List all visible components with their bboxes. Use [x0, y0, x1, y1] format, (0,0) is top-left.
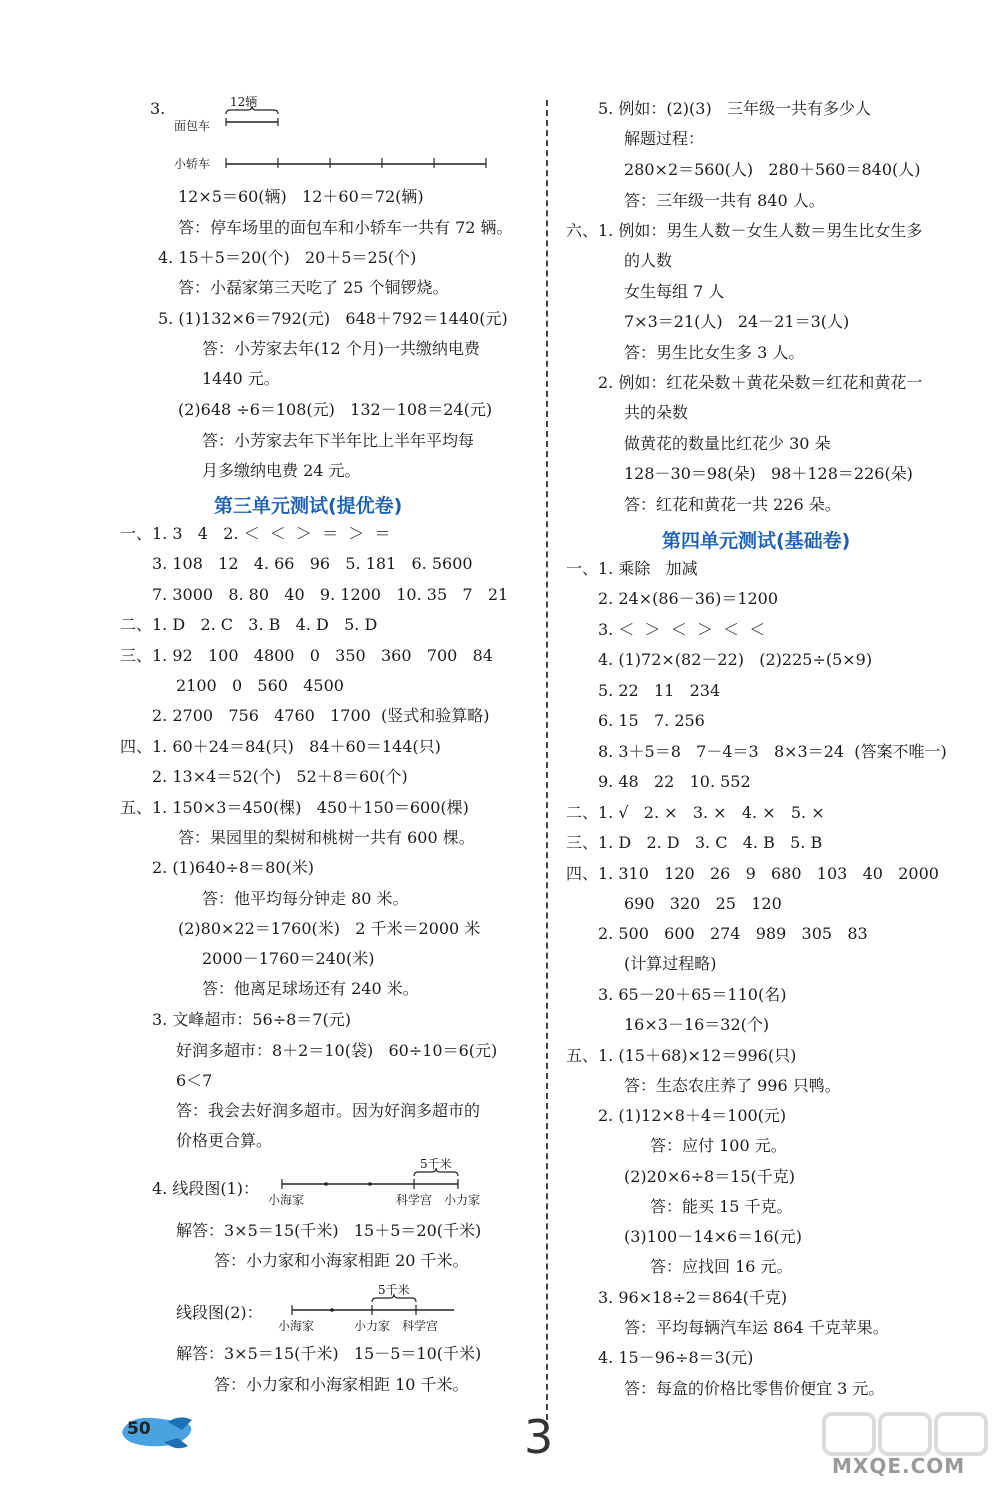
answer-line: 答：我会去好润多超市。因为好润多超市的	[176, 1101, 481, 1120]
answer-line: 4. 15＋5＝20(个) 20＋5＝25(个)	[158, 248, 417, 267]
answer-line: 月多缴纳电费 24 元。	[202, 461, 361, 480]
answer-line: 4. 线段图(1)：	[152, 1179, 260, 1198]
answer-line: 答：小磊家第三天吃了 25 个铜锣烧。	[178, 278, 449, 297]
answer-line: 女生每组 7 人	[624, 282, 725, 301]
answer-line: 3. 108 12 4. 66 96 5. 181 6. 5600	[152, 554, 473, 573]
answer-line: 4. 15－96÷8＝3(元)	[598, 1348, 754, 1367]
answer-line: 2. (1)12×8＋4＝100(元)	[598, 1106, 787, 1125]
segment-diagram-1	[268, 1154, 498, 1210]
answer-line: (3)100－14×6＝16(元)	[624, 1227, 802, 1246]
fig1-row2-label: 小轿车	[174, 157, 211, 171]
segment-diagram-2	[278, 1280, 478, 1336]
answer-line: 答：小芳家去年(12 个月)一共缴纳电费	[202, 339, 480, 358]
answer-line: 解题过程：	[624, 129, 705, 148]
bar-diagram-cars	[172, 92, 492, 180]
answer-line: 7×3＝21(人) 24－21＝3(人)	[624, 312, 850, 331]
fig2-label-a: 小海家	[268, 1193, 305, 1207]
answer-line: 答：应找回 16 元。	[650, 1257, 793, 1276]
fig2-top-label: 5千米	[420, 1157, 452, 1171]
fig1-bracket-label: 12辆	[230, 95, 258, 109]
answer-line: 280×2＝560(人) 280＋560＝840(人)	[624, 160, 921, 179]
page-number: 50	[127, 1419, 151, 1439]
answer-line: 答：平均每辆汽车运 864 千克苹果。	[624, 1318, 889, 1337]
answer-line: 四、1. 310 120 26 9 680 103 40 2000	[566, 864, 939, 883]
answer-line: 1440 元。	[202, 369, 280, 388]
answer-line: 2000－1760＝240(米)	[202, 949, 375, 968]
answer-line: 三、1. 92 100 4800 0 350 360 700 84	[120, 646, 493, 665]
answer-line: 2. 13×4＝52(个) 52＋8＝60(个)	[152, 767, 408, 786]
answer-line: 5. (1)132×6＝792(元) 648＋792＝1440(元)	[158, 309, 508, 328]
answer-line: 五、1. 150×3＝450(棵) 450＋150＝600(棵)	[120, 798, 469, 817]
answer-line: 128－30＝98(朵) 98＋128＝226(朵)	[624, 464, 913, 483]
fig3-label-c: 科学宫	[402, 1319, 439, 1333]
answer-line: 8. 3＋5＝8 7－4＝3 8×3＝24 (答案不唯一)	[598, 742, 947, 761]
answer-line: 6. 15 7. 256	[598, 711, 705, 730]
answer-line: 9. 48 22 10. 552	[598, 772, 751, 791]
answer-line: 答：应付 100 元。	[650, 1136, 787, 1155]
answer-line: 答：每盒的价格比零售价便宜 3 元。	[624, 1379, 885, 1398]
answer-line: 7. 3000 8. 80 40 9. 1200 10. 35 7 21	[152, 585, 509, 604]
answer-line: 答：果园里的梨树和桃树一共有 600 棵。	[178, 828, 475, 847]
fig2-label-b: 科学宫	[396, 1193, 433, 1207]
watermark-text: MXQE.COM	[832, 1454, 966, 1478]
answer-line: 答：男生比女生多 3 人。	[624, 343, 805, 362]
answer-line: 一、1. 乘除 加减	[566, 559, 698, 578]
answer-line: 答：他平均每分钟走 80 米。	[202, 889, 409, 908]
answer-line: 答：小芳家去年下半年比上半年平均每	[202, 431, 475, 450]
answer-line: 4. (1)72×(82－22) (2)225÷(5×9)	[598, 650, 873, 669]
answer-line: 3. 96×18÷2＝864(千克)	[598, 1288, 788, 1307]
answer-line: 做黄花的数量比红花少 30 朵	[624, 434, 831, 453]
fig1-row1-label: 面包车	[174, 119, 211, 133]
answer-line: 三、1. D 2. D 3. C 4. B 5. B	[566, 833, 823, 852]
answer-line: (2)80×22＝1760(米) 2 千米＝2000 米	[178, 919, 481, 938]
answer-line: 的人数	[624, 251, 673, 270]
answer-line: 2. 500 600 274 989 305 83	[598, 924, 868, 943]
answer-line: 2. (1)640÷8＝80(米)	[152, 858, 314, 877]
answer-line: 5. 例如：(2)(3) 三年级一共有多少人	[598, 99, 871, 118]
fig3-label-a: 小海家	[278, 1319, 315, 1333]
answer-line: 答：停车场里的面包车和小轿车一共有 72 辆。	[178, 218, 513, 237]
answer-line: 二、1. D 2. C 3. B 4. D 5. D	[120, 615, 378, 634]
answer-line: 六、1. 例如：男生人数－女生人数＝男生比女生多	[566, 221, 923, 240]
answer-line: 共的朵数	[624, 403, 689, 422]
answer-line: 5. 22 11 234	[598, 681, 721, 700]
answer-line: 答：能买 15 千克。	[650, 1197, 793, 1216]
answer-line: 2100 0 560 4500	[176, 676, 344, 695]
answer-line: 价格更合算。	[176, 1131, 273, 1150]
answer-line: 12×5＝60(辆) 12＋60＝72(辆)	[178, 187, 424, 206]
answer-line: 四、1. 60＋24＝84(只) 84＋60＝144(只)	[120, 737, 441, 756]
answer-line: 解答：3×5＝15(千米) 15＋5＝20(千米)	[176, 1221, 482, 1240]
answer-line: 线段图(2)：	[176, 1303, 263, 1322]
answer-line: (计算过程略)	[624, 954, 717, 973]
answer-line: 6＜7	[176, 1071, 213, 1090]
answer-line: 好润多超市：8＋2＝10(袋) 60÷10＝6(元)	[176, 1041, 498, 1060]
answer-line: 3. ＜ ＞ ＜ ＞ ＜ ＜	[598, 620, 766, 639]
answer-line: 答：小力家和小海家相距 10 千米。	[214, 1375, 469, 1394]
fig3-top-label: 5千米	[378, 1283, 410, 1297]
fig3-label-b: 小力家	[354, 1319, 391, 1333]
answer-line: 2. 2700 756 4760 1700 (竖式和验算略)	[152, 706, 490, 725]
answer-line: 答：生态农庄养了 996 只鸭。	[624, 1076, 841, 1095]
column-divider	[546, 100, 548, 1420]
answer-line: (2)648 ÷6＝108(元) 132－108＝24(元)	[178, 400, 493, 419]
answer-line: 五、1. (15＋68)×12＝996(只)	[566, 1046, 797, 1065]
answer-line: 答：他离足球场还有 240 米。	[202, 979, 419, 998]
answer-line: 690 320 25 120	[624, 894, 782, 913]
answer-line: 答：小力家和小海家相距 20 千米。	[214, 1251, 469, 1270]
answer-line: 3. 文峰超市：56÷8＝7(元)	[152, 1010, 351, 1029]
answer-line: 3. 65－20＋65＝110(名)	[598, 985, 787, 1004]
handwritten-mark: 3	[524, 1410, 554, 1464]
answer-line: 解答：3×5＝15(千米) 15－5＝10(千米)	[176, 1344, 482, 1363]
answer-line: (2)20×6÷8＝15(千克)	[624, 1167, 796, 1186]
answer-line: 答：红花和黄花一共 226 朵。	[624, 495, 841, 514]
section-heading-unit4: 第四单元测试(基础卷)	[662, 530, 851, 552]
answer-line: 二、1. √ 2. × 3. × 4. × 5. ×	[566, 803, 825, 822]
answer-line: 一、1. 3 4 2. ＜ ＜ ＞ ＝ ＞ ＝	[120, 524, 391, 543]
answer-line: 2. 例如：红花朵数＋黄花朵数＝红花和黄花一	[598, 373, 923, 392]
answer-line: 3.	[150, 99, 166, 118]
answer-line: 2. 24×(86－36)＝1200	[598, 589, 779, 608]
fig2-label-c: 小力家	[444, 1193, 481, 1207]
answer-line: 答：三年级一共有 840 人。	[624, 191, 825, 210]
answer-line: 16×3－16＝32(个)	[624, 1015, 770, 1034]
section-heading-unit3: 第三单元测试(提优卷)	[214, 495, 403, 517]
